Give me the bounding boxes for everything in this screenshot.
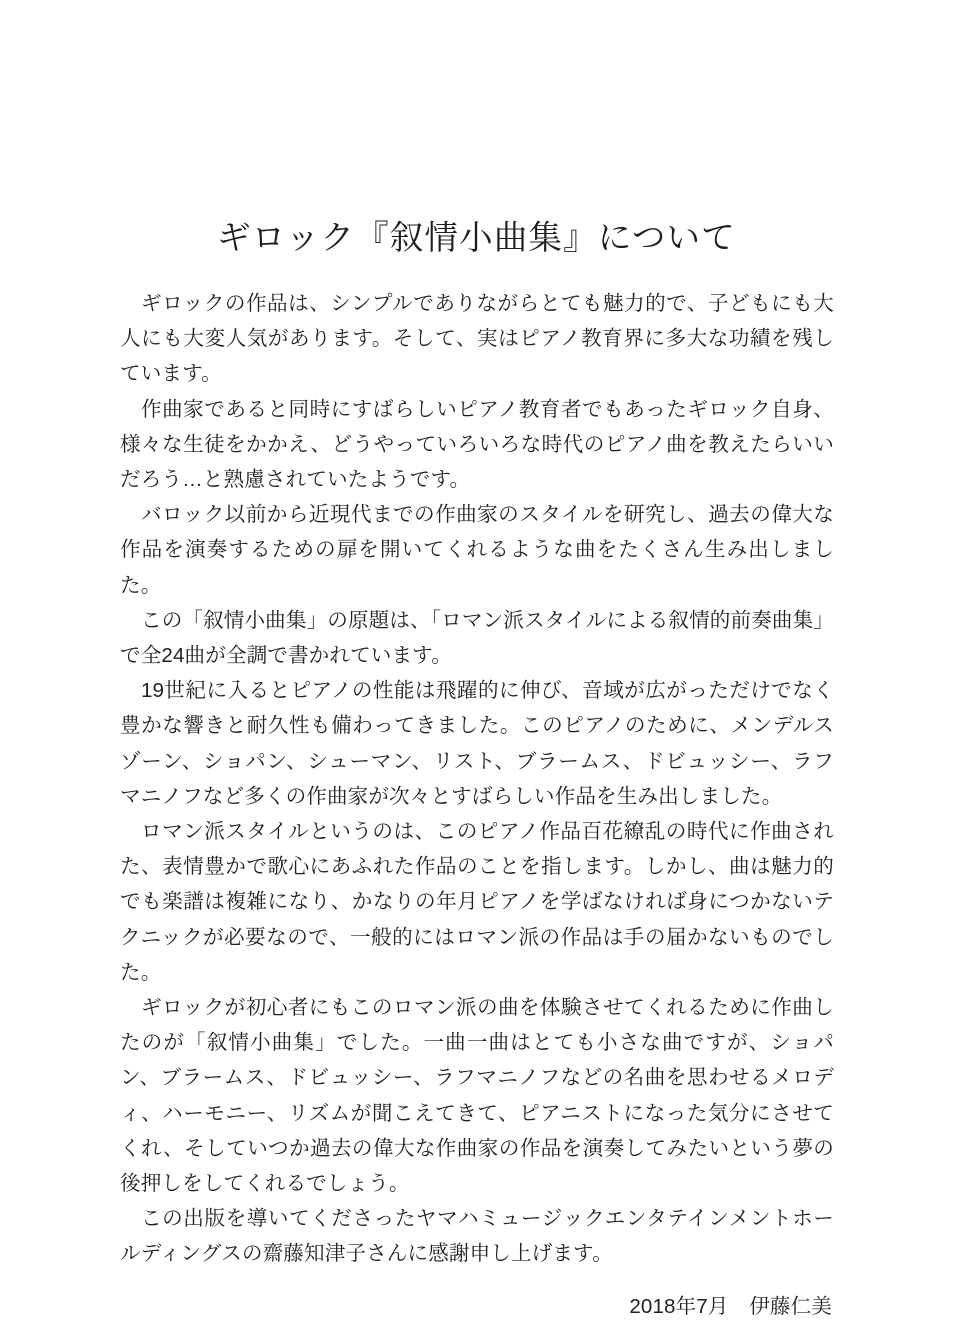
paragraph: 19世紀に入るとピアノの性能は飛躍的に伸び、音域が広がっただけでなく豊かな響きと耐久性も備わってきました。このピアノのために、メンデルスゾーン、ショパン、シューマン、リスト、ブラームス、ドビュッシー、ラフマニノフなど多くの作曲家が次々とすばらしい作品を生み出しました。 bbox=[120, 679, 834, 808]
document-body bbox=[120, 286, 834, 1324]
paragraph: 作曲家であると同時にすばらしいピアノ教育者でもあったギロック自身、様々な生徒をかかえ、どうやっていろいろな時代のピアノ曲を教えたらいいだろう…と熟慮されていたようです。 bbox=[120, 397, 834, 492]
paragraph: ギロックが初心者にもこのロマン派の曲を体験させてくれるために作曲したのが「叙情小曲集」でした。一曲一曲はとても小さな曲ですが、ショパン、ブラームス、ドビュッシー、ラフマニノフなどの名曲を思わせるメロディ、ハーモニー、リズムが聞こえてきて、ピアニストになった気分にさせてくれ、そしていつか過去の偉大な作曲家の作品を演奏してみたいという夢の後押しをしてくれるでしょう。 bbox=[120, 996, 834, 1196]
page-title: ギロック『叙情小曲集』について bbox=[217, 220, 736, 258]
paragraph: バロック以前から近現代までの作曲家のスタイルを研究し、過去の偉大な作品を演奏するための扉を開いてくれるような曲をたくさん生み出しました。 bbox=[120, 503, 834, 597]
paragraph: この「叙情小曲集」の原題は、「ロマン派スタイルによる叙情的前奏曲集」で全24曲が全調で書かれています。 bbox=[120, 608, 834, 668]
paragraph: ギロックの作品は、シンプルでありながらとても魅力的で、子どもにも大人にも大変人気があります。そして、実はピアノ教育界に多大な功績を残しています。 bbox=[120, 292, 834, 386]
signature-line: 2018年7月 伊藤仁美 bbox=[629, 1294, 832, 1318]
paragraph: この出版を導いてくださったヤマハミュージックエンタテインメントホールディングスの齋藤知津子さんに感謝申し上げます。 bbox=[120, 1207, 834, 1266]
paragraph: ロマン派スタイルというのは、このピアノ作品百花繚乱の時代に作曲された、表情豊かで歌心にあふれた作品のことを指します。しかし、曲は魅力的でも楽譜は複雑になり、かなりの年月ピアノを学ばなければ身につかないテクニックが必要なので、一般的にはロマン派の作品は手の届かないものでした。 bbox=[120, 820, 834, 984]
